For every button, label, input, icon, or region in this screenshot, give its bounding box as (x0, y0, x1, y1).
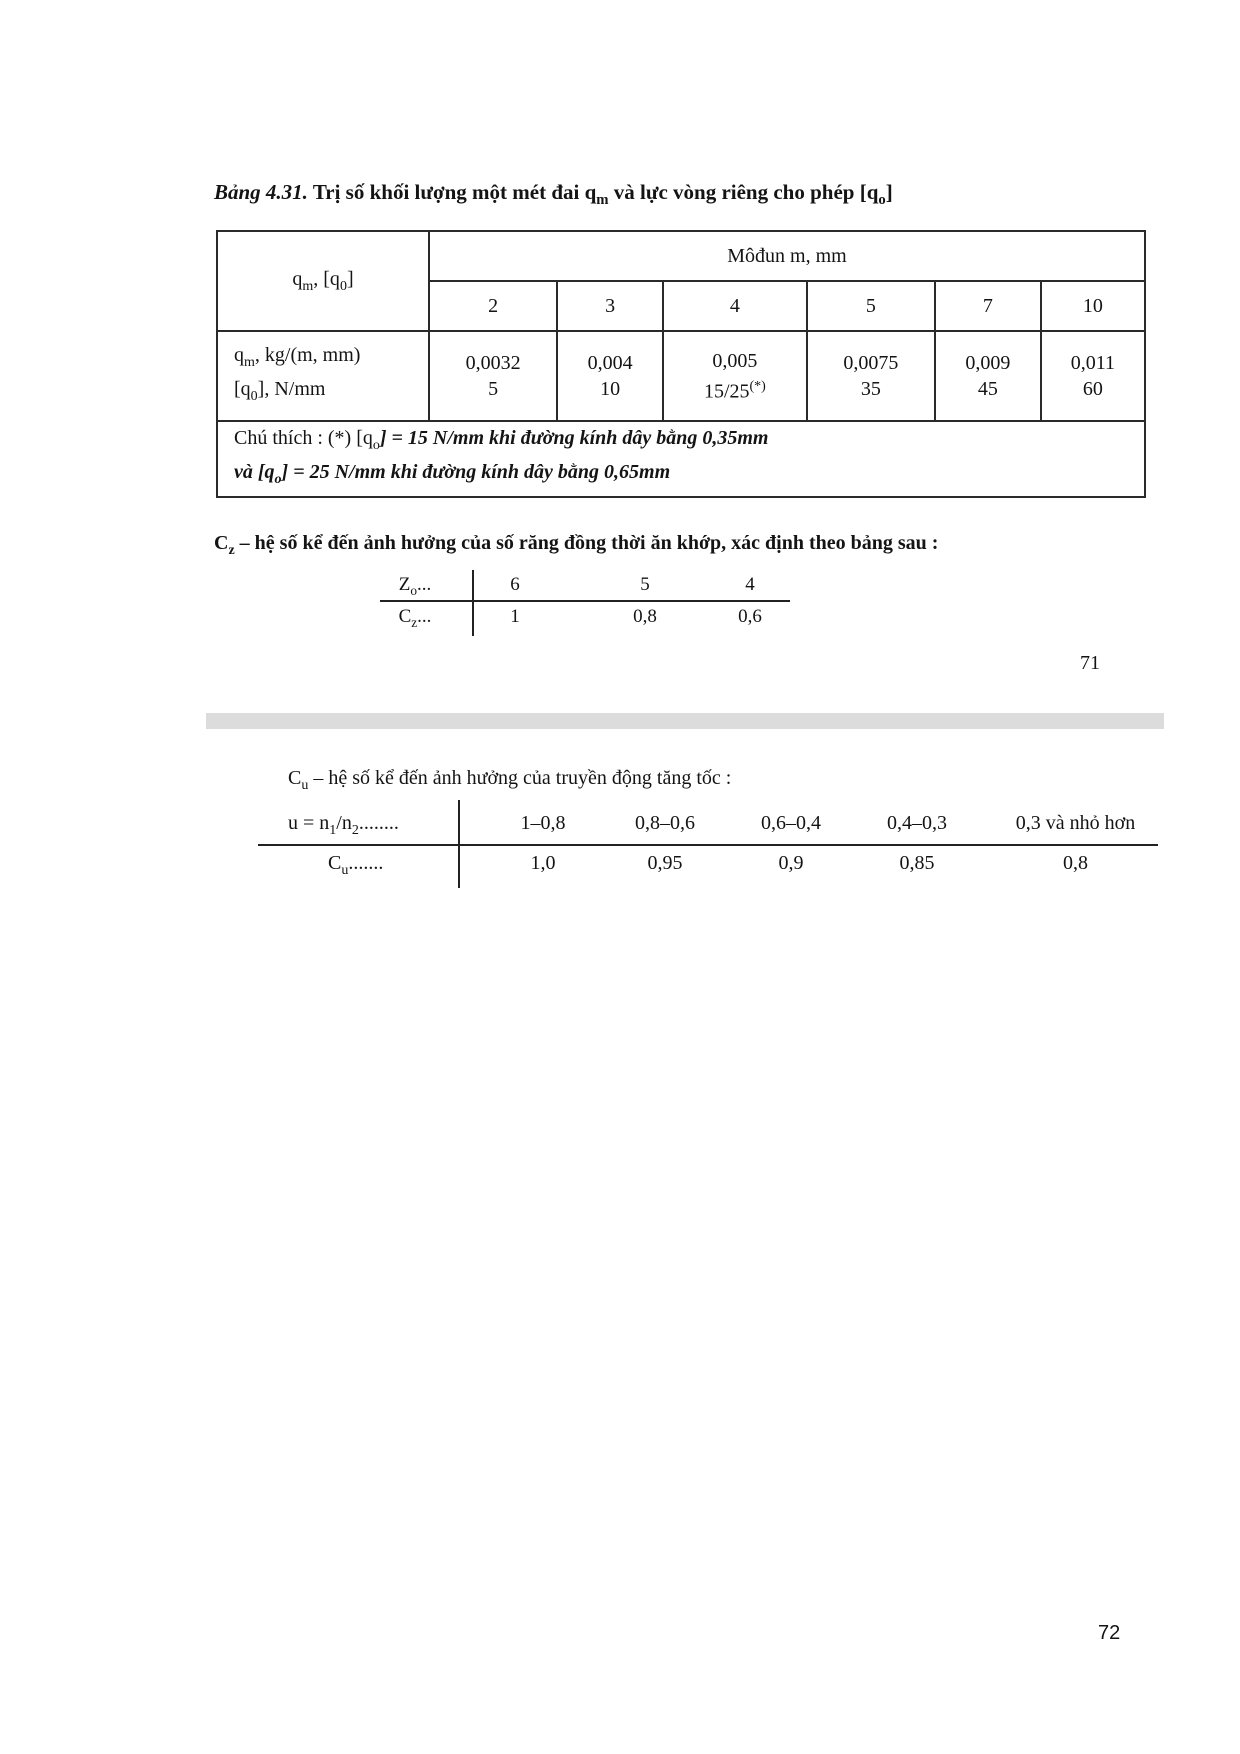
value-cell (935, 331, 1041, 421)
qm-label-a: q (234, 344, 244, 366)
caption-text-b: và lực vòng riêng cho phép [q (608, 180, 879, 204)
cz-intro-b: – hệ số kể đến ảnh hưởng của số răng đồng thời ăn khớp, xác định theo bảng sau : (234, 532, 939, 554)
cz-label-dots: ... (417, 606, 432, 627)
cu-intro-b: – hệ số kể đến ảnh hưởng của truyền động tăng tốc : (308, 767, 732, 789)
cu-label-sub: u (341, 863, 349, 878)
u-label-sub1: 1 (329, 823, 337, 838)
caption-text: Trị số khối lượng một mét đai q (312, 180, 597, 204)
cz-row2-value: 0,6 (738, 606, 762, 627)
note-line2-a: và [q (234, 461, 275, 483)
cu-row1-value: 0,3 và nhỏ hơn (1015, 812, 1136, 834)
qm-value: 0,005 (712, 349, 758, 372)
cu-row1-value: 0,4–0,3 (887, 812, 947, 834)
qm-value: 0,0075 (843, 352, 899, 374)
cu-row2-value: 0,95 (647, 852, 683, 874)
qm-value: 0,004 (587, 352, 633, 374)
note-line1-sub: o (372, 438, 380, 453)
note-line1-a: Chú thích : (*) [q (234, 427, 373, 449)
cu-intro-a: C (288, 767, 302, 789)
cz-table (380, 570, 790, 638)
q0-value: 35 (860, 378, 881, 400)
q0-label (234, 376, 428, 410)
module-cell: 10 (1041, 281, 1145, 331)
z-label: Z (398, 574, 411, 595)
value-cell (429, 331, 557, 421)
cz-row1-value: 6 (510, 574, 520, 595)
cu-row1-label (288, 812, 399, 839)
page-number-bottom: 72 (1098, 1622, 1121, 1644)
q0-value: 5 (488, 378, 499, 400)
value-labels-cell (217, 331, 429, 421)
value-cell (663, 331, 807, 421)
cz-intro-a: C (214, 532, 229, 554)
cu-row2-value: 0,85 (899, 852, 935, 874)
cz-row1-value: 5 (640, 574, 650, 595)
page-number-top: 71 (1080, 652, 1100, 674)
q0-label-sub: 0 (250, 389, 258, 404)
u-label-b: /n (336, 812, 352, 834)
footnote-mark: (*) (749, 378, 766, 394)
table-header-row (217, 231, 1145, 281)
note-line-2 (234, 459, 1144, 493)
module-cell: 2 (429, 281, 557, 331)
u-label-dots: ........ (358, 812, 399, 834)
caption-text-c: ] (885, 180, 893, 204)
cu-row1-value: 0,6–0,4 (761, 812, 821, 834)
module-cell: 3 (557, 281, 663, 331)
q0-value: 60 (1082, 378, 1103, 400)
module-cell: 4 (663, 281, 807, 331)
row-header-cell (217, 231, 429, 331)
note-line-1 (234, 425, 1144, 459)
cu-row1-value: 0,8–0,6 (635, 812, 695, 834)
row-header-sub-m: m (302, 278, 314, 294)
module-group-header: Môđun m, mm (429, 231, 1145, 281)
cu-row2-label (328, 852, 383, 879)
z-label-sub: o (410, 582, 417, 598)
cu-row1-value: 1–0,8 (520, 812, 566, 834)
q0-value-with-note (664, 374, 806, 405)
cz-intro (214, 532, 938, 559)
qm-label-sub: m (244, 355, 255, 370)
cz-intro-sub: z (228, 543, 235, 558)
q0-value: 45 (977, 378, 998, 400)
cz-table-vline (472, 570, 474, 636)
cz-row2-value: 0,8 (633, 606, 657, 627)
note-row (217, 421, 1145, 497)
u-label-a: u = n (288, 812, 330, 834)
row-header-q0: , [q (313, 267, 340, 290)
caption-sub-o: o (878, 192, 886, 209)
cu-intro (288, 767, 731, 794)
cz-row2-value: 1 (510, 606, 520, 627)
value-cell (807, 331, 935, 421)
cu-table-hline (258, 844, 1158, 846)
cu-label-a: C (328, 852, 342, 874)
belt-mass-table (216, 230, 1146, 498)
z-label-dots: ... (417, 574, 432, 595)
row-header-q: q (292, 267, 303, 290)
note-cell (217, 421, 1145, 497)
cz-row1-value: 4 (745, 574, 755, 595)
cz-row2-label (380, 606, 450, 631)
module-cell: 5 (807, 281, 935, 331)
caption-sub-m: m (596, 192, 609, 209)
qm-value: 0,0032 (465, 352, 521, 374)
value-cell (1041, 331, 1145, 421)
row-header-close: ] (346, 267, 354, 290)
q0-value: 10 (600, 378, 621, 400)
u-label-sub2: 2 (351, 823, 359, 838)
table-caption (214, 180, 893, 209)
cu-intro-sub: u (301, 778, 309, 793)
cu-row2-value: 0,8 (1063, 852, 1088, 874)
qm-value: 0,009 (965, 352, 1011, 374)
cz-row1-label (380, 574, 450, 599)
note-line1-b: ] = 15 N/mm khi đường kính dây bằng 0,35mm (379, 427, 769, 449)
cz-label: C (398, 606, 412, 627)
qm-label (234, 342, 428, 376)
q0-label-a: [q (234, 378, 251, 400)
q0-label-b: ], N/mm (257, 378, 326, 400)
cu-row2-value: 1,0 (530, 852, 556, 874)
qm-value: 0,011 (1070, 352, 1116, 374)
row-header-sub-0: 0 (339, 278, 347, 294)
page-divider (206, 713, 1164, 729)
note-line2-b: ] = 25 N/mm khi đường kính dây bằng 0,65mm (281, 461, 671, 483)
note-line2-sub: o (274, 472, 282, 487)
cu-row2-value: 0,9 (778, 852, 804, 874)
qm-label-b: , kg/(m, mm) (254, 344, 361, 366)
cu-table (258, 800, 1158, 890)
module-cell: 7 (935, 281, 1041, 331)
cz-label-sub: z (411, 614, 418, 630)
cu-table-vline (458, 800, 460, 888)
caption-label: Bảng 4.31. (214, 180, 308, 204)
cz-table-hline (380, 600, 790, 602)
cu-label-dots: ....... (348, 852, 384, 874)
values-row (217, 331, 1145, 421)
q0-value: 15/25 (703, 380, 750, 403)
value-cell (557, 331, 663, 421)
